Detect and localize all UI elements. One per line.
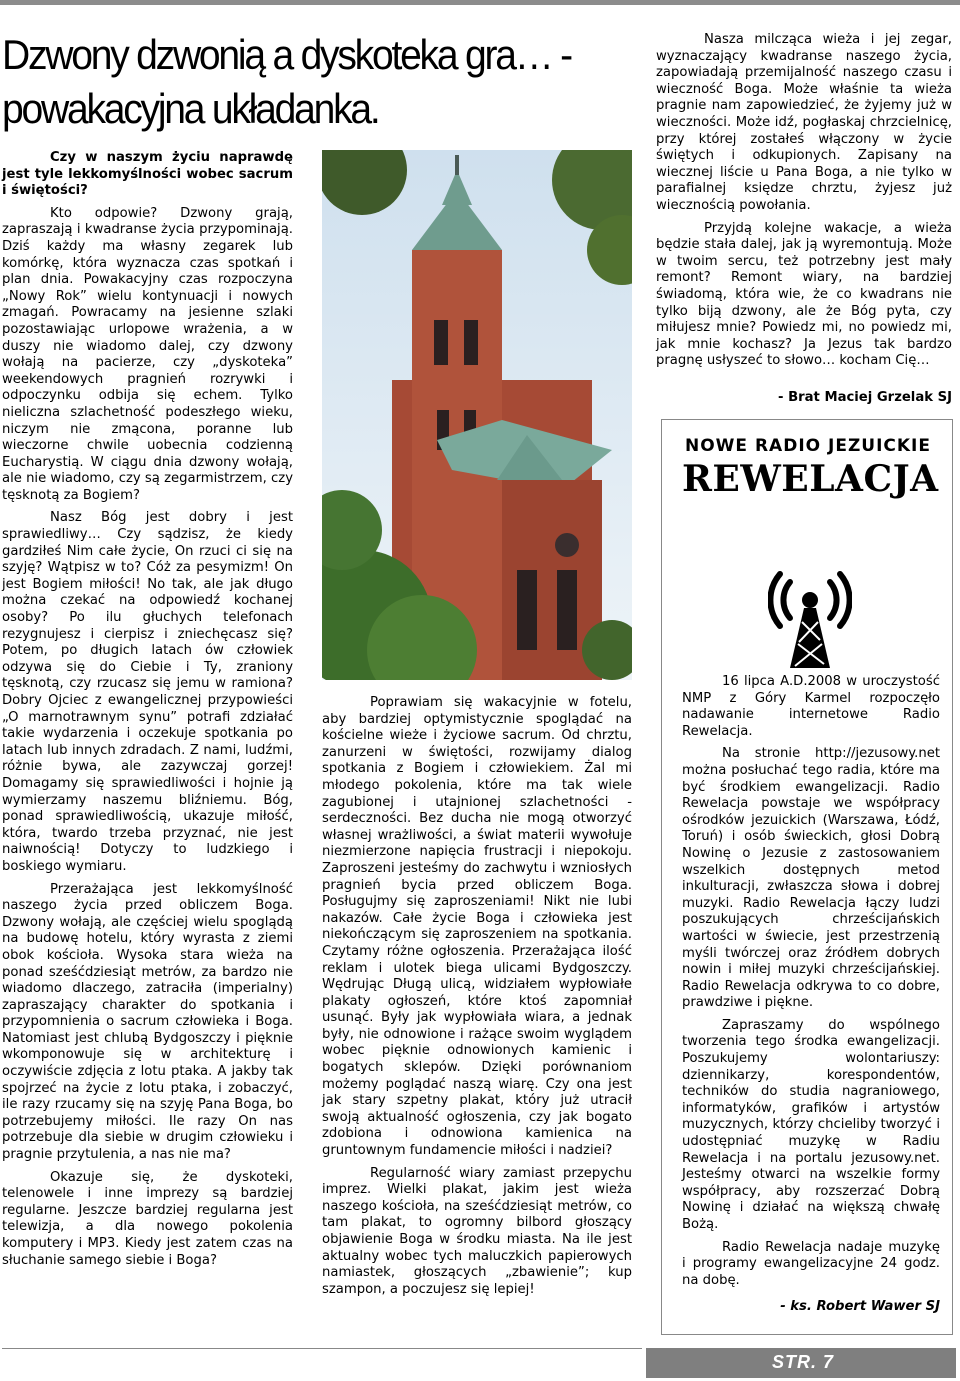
paragraph: Radio Rewelacja nadaje muzykę i programy ewangelizacyjne 24 godz. na dobę. [682, 1239, 940, 1288]
paragraph: Poprawiam się wakacyjnie w fotelu, aby bardziej optymistycznie spoglądać na kościelne wieże i życiowe sacrum. Od chrztu, zanurzeni w świętości, rozwijamy dialog spotkania z Bogiem i człowiekiem. Żal mi młodego pokolenia, które ma tak wiele zagubionej i utajnionej szlachetności - serdeczności. Bez ducha nie mogą otworzyć własnej wrażliwości, a świat materii wywołuje niezmierzone napięcia frustracji i niepokoju. Zaproszeni jesteśmy do zachwytu i wzniosłych pragnień bycia przed obliczem Boga. Posługujmy się zaproszeniami! Nikt nie lubi nakazów. Całe życie Boga i człowieka jest niekończącym się zaproszeniem na spotkania. Czytamy różne ogłoszenia. Przerażająca ilość reklam i ulotek biega ulicami Bydgoszczy. Wędrując Długą ulicą, widziałem wypłowiałe plakaty ogłoszeń, które ktoś zapomniał usunąć. Były jak wypłowiała wiara, a jednak były, nie odnowione i rażące swoim wyglądem wobec pięknie odnowionych kamienic i bogatych sklepów. Dzięki porównaniom możemy poglądać naszą wiarę. Czy ona jest jak stary szpetny plakat, który już utracił swoją aktualność ogłoszenia, czy jak bogato zdobiona i odnowiona kamienica na gruntownym fundamencie miłości i nadziei? [322, 695, 632, 1159]
box-kicker: NOWE RADIO JEZUICKIE [685, 436, 931, 456]
page-number: STR. 7 [771, 1352, 834, 1372]
lead-question: Czy w naszym życiu naprawdę jest tyle lekkomyślności wobec sacrum i świętości? [2, 150, 293, 199]
author-signature: - Brat Maciej Grzelak SJ [778, 389, 952, 405]
bottom-rule [2, 1348, 642, 1349]
column-right [656, 32, 952, 412]
paragraph: Regularność wiary zamiast przepychu imprez. Wielki plakat, jakim jest wieża naszego kościoła, na sześćdziesiąt metrów, co tam plakat, to ogromny bilbord głoszący objawienie Boga w środku miasta. Na ile jest aktualny wobec tych maluczkich papierowych namiastek, głoszących „zbawienie”; kup szampon, a poczujesz się lepiej! [322, 1165, 632, 1297]
church-tower-photo [322, 150, 632, 680]
paragraph: 16 lipca A.D.2008 w uroczystość NMP z Góry Karmel rozpoczęło nadawanie internetowe Radio Rewelacja. [682, 674, 940, 739]
page-number-bar [646, 1348, 956, 1378]
paragraph: Na stronie http://jezusowy.net można posłuchać tego radia, które ma być środkiem ewangelizacji. Radio Rewelacja powstaje we współpracy ośrodków jezuickich (Warszawa, Łódź, Toruń) i osób świeckich, głosi Dobrą Nowinę o Jezusie z zastosowaniem wszelkich dostępnych metod inkulturacji, zwłaszcza słowa i dobrej muzyki. Radio Rewelacja łączy ludzi poszukujących chrześcijańskich wartości w świecie, jest przestrzenią myśli twórczej oraz źródłem dobrych nowin i miłej muzyki chrześcijańskiej. Radio Rewelacja odkrywa to co dobre, prawdziwe i piękne. [682, 746, 940, 1011]
paragraph: Kto odpowie? Dzwony grają, zapraszają i kwadranse życia przypominają. Dziś każdy ma własny zegarek lub komórkę, która wyznacza czas spotkań i plan dnia. Powakacyjny czas rozpoczyna „Nowy Rok” wielu kontynuacji i nowych zmagań. Powracamy na jesienne szlaki pozostawiając urlopowe wrażenia, a w duszy nie wiadomo dalej, czy dzwony wołają na pacierze, czy „dyskoteka” weekendowych pragnień rozrywki i odpoczynku odbija się echem. Tylko nieliczna szlachetność podeszłego wieku, niczym nie zmącona, poranne lub wieczorne chwile uobecnia codzienną Eucharystią. W ciągu dnia dzwony wołają, ale nie wiadomo, czy są zegarmistrzem, czy tęsknotą za Bogiem? [2, 205, 293, 503]
paragraph: Okazuje się, że dyskoteki, telenowele i inne imprezy są bardziej regularne. Jeszcze bardziej regularna jest telewizja, a dla nowego pokolenia komputery i MP3. Kiedy jest zatem czas na słuchanie samego siebie i Boga? [2, 1169, 293, 1268]
box-signature: - ks. Robert Wawer SJ [780, 1299, 940, 1315]
column-middle [322, 695, 632, 1304]
radio-announcement-text [682, 674, 940, 1322]
column-left [2, 150, 293, 1275]
top-rule [0, 0, 960, 5]
paragraph: Przerażająca jest lekkomyślność naszego życia przed obliczem Boga. Dzwony wołają, ale częściej wielu spoglądą na budowę hotelu, który wyrasta z ziemi obok kościoła. Wysoka stara wieża na ponad sześćdziesiąt metrów, za bardzo nie wiadomo dlaczego, zatraciła (imperialny) zapraszający charakter do spotkania i przypomnienia o sacrum człowieka i Boga. Natomiast jest chlubą Bydgoszczy i pięknie wkomponowuje się w architekturę i oczywiście zdjęcia z lotu ptaka. A jakby tak spojrzeć na życie z lotu ptaka, i zobaczyć, ile razy rzucamy się na szyję Pana Boga, bo potrzebujemy miłości. Ile razy On nas potrzebuje dla siebie w drugim człowieku i pragnie przytulenia, a nas nie ma? [2, 881, 293, 1163]
paragraph: Nasz Bóg jest dobry i jest sprawiedliwy… Czy sądzisz, że kiedy gardziłeś Nim całe życie, On rzuci ci się na szyję? Wątpisz w to? Cóż za pesymizm! On jest Bogiem miłości! No tak, ale jak długo można czekać na odpowiedź kochanej osoby? Po ilu głuchych telefonach rezygnujesz i cierpisz i zniechęcasz się? Potem, po długich latach ów człowiek odzywa się do Ciebie i Ty, zraniony tęsknotą, czy rzucasz się jemu w ramiona? Dobry Ojciec z ewangelicznej przypowieści „O marnotrawnym synu” potrafi zdziałać takie wydarzenia i oczekuje spotkania po latach lub innych zdradach. Z nami, ludźmi, różnie bywa, ale zazywczaj gorzej! Domagamy się sprawiedliwości i hojnie ją wymierzamy naszemu bliźniemu. Bóg, ponad sprawiedliwością, ukazuje miłość, która, twardo trzeba przyznać, nie jest naiwnością! Dotyczy to ludzkiego i boskiego wymiaru. [2, 510, 293, 874]
radio-tower-icon [768, 560, 852, 670]
article-headline: Dzwony dzwonią a dyskoteka gra… - powakacyjna układanka. [2, 31, 571, 132]
paragraph: Zapraszamy do wspólnego tworzenia tego środka ewangelizacji. Poszukujemy wolontariuszy: dziennikarzy, korespondentów, techników do studia nagraniowego, informatyków, grafików i artystów muzycznych, którzy chcieliby tworzyć i udostępniać muzykę w Radiu Rewelacja i na portalu jezusowy.net. Jesteśmy otwarci na wszelkie formy współpracy, aby rozszerzać Dobrą Nowinę i działać na większą chwałę Bożą. [682, 1017, 940, 1232]
paragraph: Przyjdą kolejne wakacje, a wieża będzie stała dalej, jak ją wyremontują. Może w twoim sercu, też potrzebny jest mały remont? Remont wiary, na bardziej świadomą, która wie, że co kwadrans nie tylko biją dzwony, ale że Bóg pyta, czy miłujesz mnie? Powiedz mi, no powiedz mi, jak mnie kochasz? Ja Jezus tak bardzo pragnę usłyszeć to słowo… kocham Cię… [656, 220, 952, 369]
box-title: REWELACJA [682, 458, 939, 500]
paragraph: Nasza milcząca wieża i jej zegar, wyznaczający kwadranse naszego życia, zapowiadają przemijalność naszego czasu i wieczność Boga. Może właśnie ta wieża pragnie nam zapowiedzieć, że żyjemy już w wieczności. Może idź, pogłaskaj chrzcielnicę, przy której zostałeś włączony w życie świętych i odkupionych. Zapisany na wiecznej liście u Pana Boga, a nie tylko w parafialnej księdze chrztu, żyjesz już wiecznością powołania. [656, 32, 952, 213]
